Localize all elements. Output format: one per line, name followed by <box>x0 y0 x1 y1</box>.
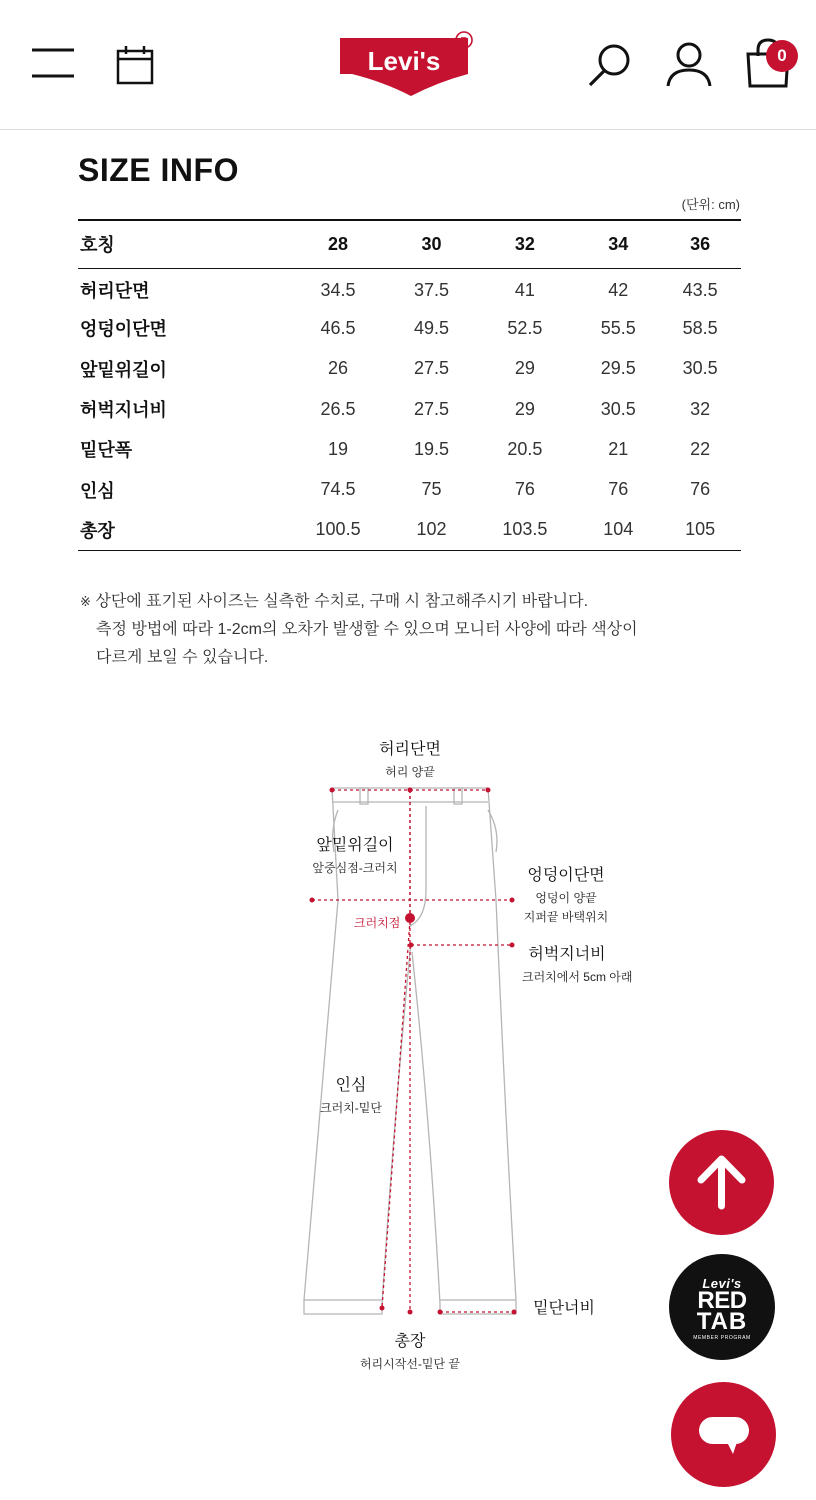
length-sub: 허리시작선-밑단 끝 <box>359 1357 461 1371</box>
logo-text: Levi's <box>367 46 441 76</box>
table-cell: 76 <box>514 479 535 500</box>
pants-illustration <box>290 730 633 1370</box>
table-cell: 26.5 <box>320 398 356 419</box>
row-label: 밑단폭 <box>80 440 133 461</box>
size-column-header: 32 <box>514 233 535 254</box>
table-cell: 21 <box>608 438 629 459</box>
table-cell: 19 <box>328 438 349 459</box>
table-row <box>78 268 741 308</box>
table-cell: 20.5 <box>507 438 543 459</box>
waist-label <box>360 736 460 780</box>
hem-label <box>528 1295 600 1318</box>
table-cell: 76 <box>690 479 711 500</box>
hip-title: 엉덩이단면 <box>527 867 605 884</box>
table-row <box>78 308 741 348</box>
table-cell: 46.5 <box>320 317 356 338</box>
table-row <box>78 469 741 509</box>
table-cell: 104 <box>603 519 634 540</box>
row-label: 총장 <box>80 520 115 541</box>
size-table-header-row <box>78 220 741 268</box>
svg-text:R: R <box>460 36 468 47</box>
red-tab-program-button[interactable] <box>669 1254 775 1360</box>
length-title: 총장 <box>394 1333 426 1350</box>
table-row <box>78 510 741 550</box>
row-label: 인심 <box>80 480 115 501</box>
size-column-header: 28 <box>328 233 349 254</box>
waist-title: 허리단면 <box>379 741 441 758</box>
chat-bubble-icon <box>671 1382 776 1487</box>
cart-count-badge[interactable]: 0 <box>766 40 798 72</box>
table-cell: 75 <box>421 479 442 500</box>
note-mark: ※ <box>80 594 91 609</box>
rise-sub: 앞중심점-크러치 <box>312 861 398 875</box>
unit-label: (단위: cm) <box>681 197 740 212</box>
table-cell: 42 <box>608 279 629 300</box>
menu-icon[interactable] <box>30 46 76 80</box>
note-line: 다르게 보일 수 있습니다. <box>96 649 269 666</box>
crotch-point-marker <box>405 913 415 923</box>
arrow-up-icon <box>669 1130 774 1235</box>
redtab-member: MEMBER PROGRAM <box>693 1335 751 1341</box>
size-header-label: 호칭 <box>80 235 115 256</box>
thigh-sub: 크러치에서 5cm 아래 <box>522 970 633 984</box>
crotch-point-label: 크러치점 <box>354 916 401 930</box>
rise-title: 앞밑위길이 <box>316 837 394 854</box>
table-cell: 102 <box>416 519 447 540</box>
hem-title: 밑단너비 <box>533 1300 595 1317</box>
table-cell: 43.5 <box>682 279 718 300</box>
table-cell: 32 <box>690 398 711 419</box>
table-cell: 76 <box>608 479 629 500</box>
table-cell: 19.5 <box>413 438 449 459</box>
search-icon[interactable] <box>585 40 635 90</box>
table-cell: 105 <box>685 519 716 540</box>
table-cell: 29 <box>514 398 535 419</box>
user-icon[interactable] <box>664 40 714 90</box>
table-cell: 26 <box>328 358 349 379</box>
table-cell: 34.5 <box>320 279 356 300</box>
table-cell: 30.5 <box>682 358 718 379</box>
redtab-tab: TAB <box>696 1308 748 1335</box>
hip-sub: 지퍼끝 바택위치 <box>523 910 609 924</box>
table-cell: 30.5 <box>600 398 636 419</box>
hip-sub: 엉덩이 양끝 <box>535 891 597 905</box>
table-cell: 49.5 <box>413 317 449 338</box>
inseam-title: 인심 <box>335 1077 367 1094</box>
chat-button[interactable] <box>671 1382 776 1487</box>
length-label <box>350 1328 470 1372</box>
table-cell: 22 <box>690 438 711 459</box>
inseam-sub: 크러치-밑단 <box>320 1101 382 1115</box>
table-cell: 100.5 <box>315 519 361 540</box>
table-row <box>78 389 741 429</box>
table-cell: 103.5 <box>502 519 548 540</box>
site-header <box>0 0 816 130</box>
redtab-red: RED <box>697 1287 747 1314</box>
size-column-header: 34 <box>608 233 629 254</box>
scroll-top-button[interactable] <box>669 1130 774 1235</box>
note-text: 상단에 표기된 사이즈는 실측한 수치로, 구매 시 참고해주시기 바랍니다. <box>95 593 589 610</box>
row-label: 허리단면 <box>80 281 150 302</box>
size-column-header: 36 <box>690 233 711 254</box>
row-label: 허벅지너비 <box>80 400 167 421</box>
levis-logo[interactable] <box>338 30 484 100</box>
table-row <box>78 349 741 389</box>
table-cell: 37.5 <box>413 279 449 300</box>
hip-label <box>518 862 614 925</box>
size-info-title: SIZE INFO <box>78 152 239 188</box>
size-note <box>80 588 720 672</box>
inseam-label <box>316 1072 386 1116</box>
size-table <box>78 219 741 551</box>
table-cell: 52.5 <box>507 317 543 338</box>
row-label: 앞밑위길이 <box>80 359 167 380</box>
note-line <box>80 588 720 616</box>
note-line: 측정 방법에 따라 1-2cm의 오차가 발생할 수 있으며 모니터 사양에 따라 색상이 <box>96 621 638 638</box>
table-cell: 41 <box>514 279 535 300</box>
size-column-header: 30 <box>421 233 442 254</box>
row-label: 엉덩이단면 <box>80 319 167 340</box>
measurement-diagram <box>290 730 633 1371</box>
table-cell: 27.5 <box>413 398 449 419</box>
table-cell: 58.5 <box>682 317 718 338</box>
calendar-icon[interactable] <box>114 44 156 86</box>
table-row <box>78 429 741 469</box>
table-cell: 55.5 <box>600 317 636 338</box>
thigh-title: 허벅지너비 <box>528 946 606 963</box>
rise-label <box>310 832 400 876</box>
table-cell: 29.5 <box>600 358 636 379</box>
table-cell: 74.5 <box>320 479 356 500</box>
table-cell: 27.5 <box>413 358 449 379</box>
waist-sub: 허리 양끝 <box>385 765 435 779</box>
thigh-label <box>522 941 633 985</box>
table-cell: 29 <box>514 358 535 379</box>
redtab-brand: Levi's <box>702 1276 742 1291</box>
